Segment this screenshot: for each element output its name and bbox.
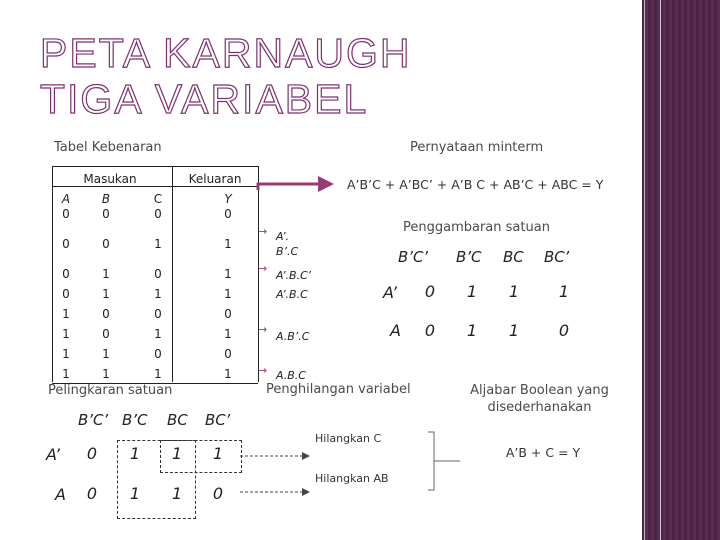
result-expression: A’B + C = Y bbox=[505, 445, 581, 460]
truth-table-cell: 1 bbox=[102, 287, 110, 301]
kmap-bottom-col-header: BC’ bbox=[205, 411, 231, 429]
kmap-cell: 0 bbox=[424, 321, 436, 340]
kmap-cell: 1 bbox=[466, 282, 478, 301]
sidebar-divider bbox=[660, 0, 661, 540]
kmap-cell: 0 bbox=[558, 321, 570, 340]
truth-table-cell: 1 bbox=[154, 287, 162, 301]
kmap-top-row-header: A bbox=[390, 321, 401, 340]
minterm-term: A’. B’.C bbox=[276, 230, 299, 258]
arrow-right-icon: → bbox=[258, 262, 268, 275]
minterm-term: A’.B.C’ bbox=[276, 269, 312, 282]
truth-table-cell: 1 bbox=[102, 367, 110, 381]
kmap-bottom-row-header: A bbox=[55, 485, 66, 504]
minterm-expression: A’B’C + A’BC’ + A’B C + AB’C + ABC = Y bbox=[347, 177, 604, 192]
kmap-top-label: Penggambaran satuan bbox=[403, 220, 550, 235]
decorative-sidebar bbox=[642, 0, 720, 540]
truth-table-cell: 0 bbox=[154, 347, 162, 361]
kmap-cell: 1 bbox=[212, 444, 224, 463]
truth-table-cell: 0 bbox=[62, 237, 70, 251]
slide-title: PETA KARNAUGH TIGA VARIABEL bbox=[40, 30, 412, 122]
truth-table-cell: 0 bbox=[62, 267, 70, 281]
kmap-cell: 0 bbox=[86, 444, 98, 463]
truth-table-label: Tabel Kebenaran bbox=[54, 140, 162, 155]
truth-table-cell: 0 bbox=[62, 287, 70, 301]
truth-table-cell: 1 bbox=[154, 367, 162, 381]
elimination-label: Penghilangan variabel bbox=[266, 382, 411, 397]
kmap-cell: 1 bbox=[558, 282, 570, 301]
truth-table-cell: 0 bbox=[102, 327, 110, 341]
truth-table-cell: 1 bbox=[102, 347, 110, 361]
truth-table-cell: 0 bbox=[224, 347, 232, 361]
truth-table-cell: 0 bbox=[224, 307, 232, 321]
kmap-top-col-header: BC’ bbox=[544, 248, 570, 266]
truth-table-cell: 1 bbox=[224, 327, 232, 341]
table-border bbox=[172, 166, 173, 382]
kmap-cell: 1 bbox=[466, 321, 478, 340]
truth-table-cell: 1 bbox=[62, 367, 70, 381]
kmap-cell: 1 bbox=[171, 484, 183, 503]
kmap-top-row-header: A’ bbox=[383, 283, 397, 302]
sidebar-divider bbox=[644, 0, 645, 540]
group-header-inputs: Masukan bbox=[83, 172, 137, 186]
truth-table-cell: 0 bbox=[102, 307, 110, 321]
minterm-term: A.B’.C bbox=[276, 330, 310, 343]
kmap-cell: 1 bbox=[508, 321, 520, 340]
column-header: C bbox=[153, 192, 163, 206]
kmap-cell: 0 bbox=[212, 484, 224, 503]
kmap-cell: 1 bbox=[129, 444, 141, 463]
bracket-icon bbox=[420, 430, 470, 492]
kmap-bottom-col-header: B’C’ bbox=[78, 411, 108, 429]
kmap-top-col-header: BC bbox=[503, 248, 524, 266]
truth-table-cell: 0 bbox=[224, 207, 232, 221]
kmap-bottom-label: Pelingkaran satuan bbox=[48, 383, 173, 398]
arrow-right-icon: → bbox=[258, 323, 268, 336]
kmap-bottom-col-header: BC bbox=[167, 411, 188, 429]
kmap-top-col-header: B’C bbox=[456, 248, 482, 266]
kmap-top-col-header: B’C’ bbox=[398, 248, 428, 266]
column-header: B bbox=[101, 192, 111, 206]
minterm-term: A.B.C bbox=[276, 369, 306, 382]
kmap-cell: 0 bbox=[424, 282, 436, 301]
elimination-item: Hilangkan AB bbox=[315, 472, 389, 485]
truth-table-cell: 0 bbox=[154, 307, 162, 321]
truth-table-cell: 1 bbox=[224, 367, 232, 381]
elimination-item: Hilangkan C bbox=[315, 432, 382, 445]
truth-table-cell: 1 bbox=[62, 327, 70, 341]
elimination-arrows bbox=[236, 440, 316, 500]
truth-table-cell: 1 bbox=[154, 327, 162, 341]
result-label: Aljabar Boolean yang disederhanakan bbox=[470, 383, 609, 415]
column-header: A bbox=[61, 192, 71, 206]
truth-table-cell: 1 bbox=[224, 237, 232, 251]
kmap-cell: 1 bbox=[129, 484, 141, 503]
truth-table-cell: 0 bbox=[62, 207, 70, 221]
arrow-to-minterm bbox=[250, 168, 350, 208]
arrow-right-icon: → bbox=[258, 364, 268, 377]
kmap-cell: 0 bbox=[86, 484, 98, 503]
kmap-cell: 1 bbox=[508, 282, 520, 301]
truth-table-cell: 1 bbox=[62, 347, 70, 361]
minterm-term: A’.B.C bbox=[276, 288, 308, 301]
truth-table-cell: 1 bbox=[224, 267, 232, 281]
table-border bbox=[52, 186, 258, 187]
truth-table-cell: 0 bbox=[154, 267, 162, 281]
arrow-right-icon: → bbox=[258, 225, 268, 238]
truth-table-cell: 1 bbox=[154, 237, 162, 251]
table-border bbox=[52, 166, 53, 382]
column-header: Y bbox=[224, 192, 232, 206]
truth-table-cell: 0 bbox=[154, 207, 162, 221]
truth-table-cell: 1 bbox=[62, 307, 70, 321]
truth-table-cell: 0 bbox=[102, 237, 110, 251]
group-header-output: Keluaran bbox=[188, 172, 242, 186]
kmap-cell: 1 bbox=[171, 444, 183, 463]
truth-table-cell: 0 bbox=[102, 207, 110, 221]
truth-table-cell: 1 bbox=[102, 267, 110, 281]
truth-table-cell: 1 bbox=[224, 287, 232, 301]
minterm-label: Pernyataan minterm bbox=[410, 140, 544, 155]
kmap-bottom-col-header: B’C bbox=[122, 411, 148, 429]
kmap-bottom-row-header: A’ bbox=[46, 445, 60, 464]
